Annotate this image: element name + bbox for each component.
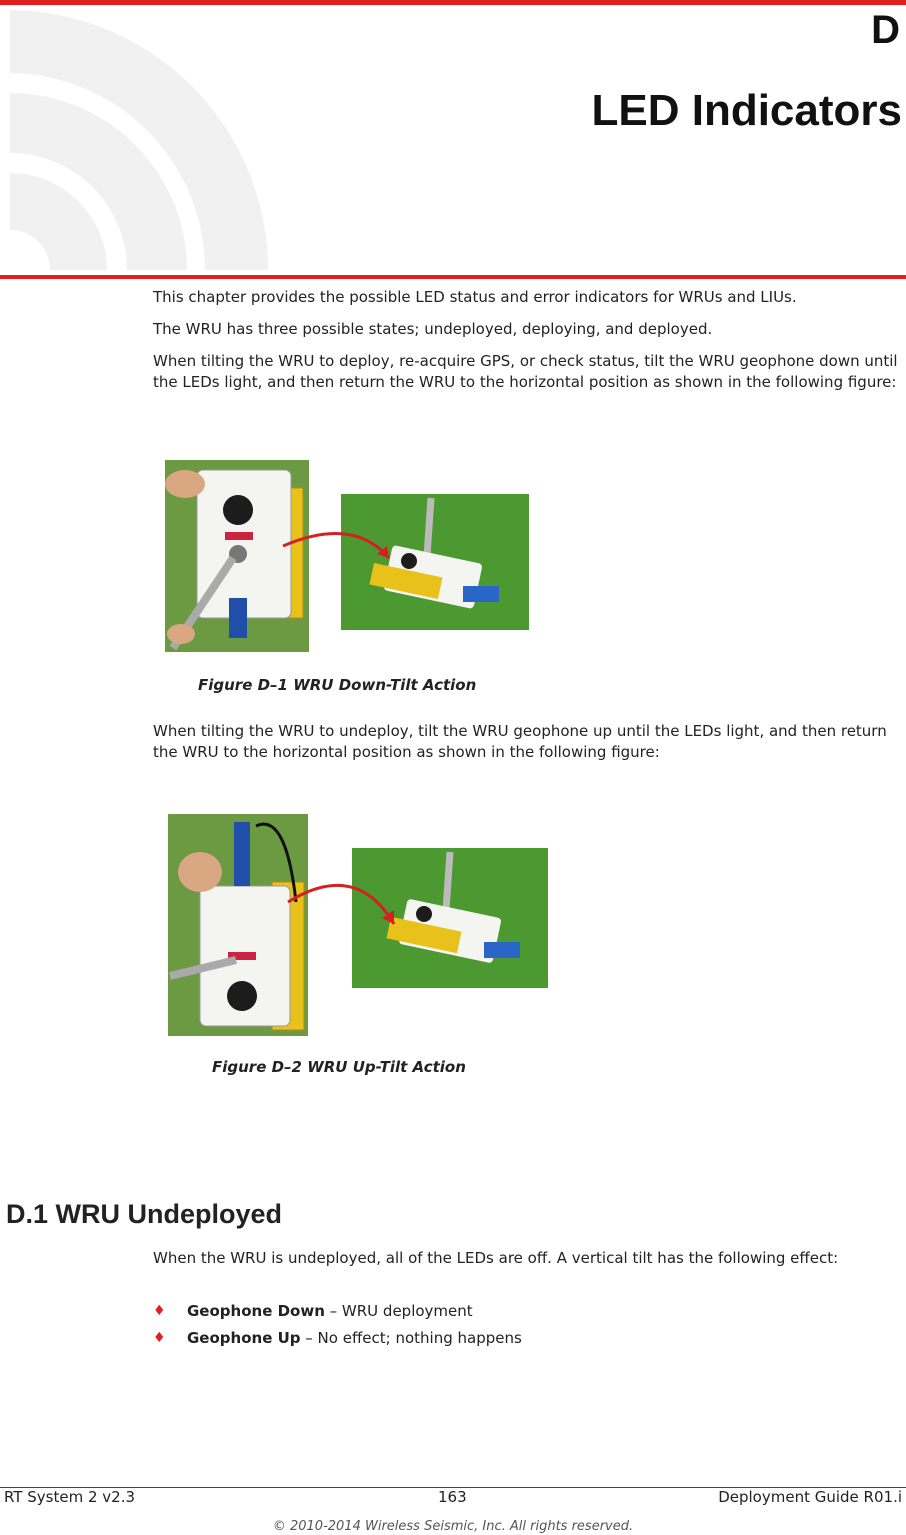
figure-down-tilt-image [163, 458, 533, 654]
bullet-text: – WRU deployment [324, 1302, 473, 1320]
paragraph-undeploy: When tilting the WRU to undeploy, tilt the WRU geophone up until the LEDs light, and then return the WRU to the horizontal position as shown in the following figure: [153, 722, 887, 761]
bullet-term: Geophone Down [187, 1302, 325, 1320]
wireless-signal-watermark-icon [0, 5, 270, 275]
list-item [153, 1328, 522, 1355]
chapter-letter: D [871, 8, 900, 52]
diamond-bullet-icon: ♦ [153, 1303, 166, 1319]
section-heading: D.1 WRU Undeployed [6, 1199, 283, 1229]
footer-page-number: 163 [438, 1488, 467, 1506]
intro-paragraph-3: When tilting the WRU to deploy, re-acquire GPS, or check status, tilt the WRU geophone down until the LEDs light, and then return the WRU to the horizontal position as shown in the following figure: [153, 352, 898, 391]
intro-paragraph-1: This chapter provides the possible LED status and error indicators for WRUs and LIUs. [153, 288, 797, 306]
figure-2-caption: Figure D–2 WRU Up-Tilt Action [212, 1058, 466, 1076]
figure-up-tilt-image [166, 812, 552, 1038]
bullet-term: Geophone Up [187, 1329, 301, 1347]
header-red-rule [0, 275, 906, 279]
section-paragraph: When the WRU is undeployed, all of the LEDs are off. A vertical tilt has the following effect: [153, 1249, 839, 1267]
diamond-bullet-icon: ♦ [153, 1330, 166, 1346]
footer-document: Deployment Guide R01.i [718, 1488, 902, 1506]
effects-list [153, 1301, 522, 1355]
footer-product: RT System 2 v2.3 [4, 1488, 136, 1506]
figure-1-caption: Figure D–1 WRU Down-Tilt Action [198, 676, 477, 694]
footer-copyright: © 2010-2014 Wireless Seismic, Inc. All rights reserved. [272, 1519, 634, 1534]
list-item [153, 1301, 522, 1328]
bullet-text: – No effect; nothing happens [300, 1329, 522, 1347]
intro-paragraph-2: The WRU has three possible states; undeployed, deploying, and deployed. [153, 320, 713, 338]
chapter-title: LED Indicators [591, 86, 902, 135]
